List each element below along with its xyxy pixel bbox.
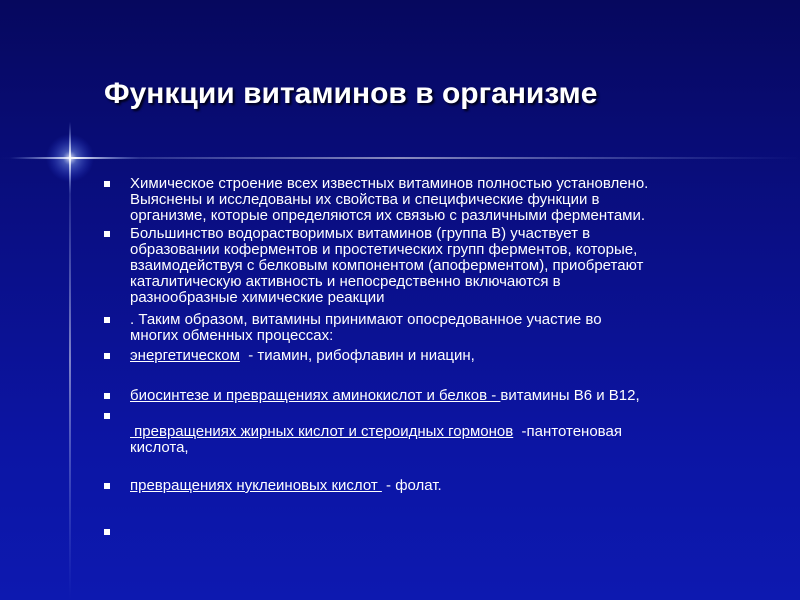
list-item — [104, 312, 754, 344]
list-item — [104, 176, 754, 224]
item-line — [130, 408, 754, 424]
list-item — [104, 226, 754, 306]
item-line: Химическое строение всех известных витаминов полностью установлено. — [130, 175, 649, 192]
sparkle-horizontal-ray — [0, 157, 800, 159]
item-text: - тиамин, рибофлавин и ниацин, — [239, 347, 475, 364]
list-item — [104, 388, 754, 404]
item-line — [130, 348, 754, 364]
item-line: кислота, — [130, 439, 189, 456]
bullet-icon — [104, 181, 110, 187]
item-text: -пантотеновая — [513, 423, 622, 440]
item-line — [130, 424, 754, 440]
bullet-list — [104, 176, 754, 540]
item-line: Большинство водорастворимых витаминов (группа В) участвует в — [130, 225, 591, 242]
bullet-icon — [104, 353, 110, 359]
slide-title: Функции витаминов в организме — [104, 77, 598, 110]
list-item — [104, 348, 754, 364]
sparkle-vertical-ray — [69, 120, 71, 600]
item-line: организме, которые определяются их связью с различными ферментами. — [130, 207, 646, 224]
list-item — [104, 478, 754, 494]
nucleic-acids-link[interactable]: превращениях нуклеиновых кислот — [130, 477, 382, 494]
bullet-icon — [104, 317, 110, 323]
bullet-icon — [104, 393, 110, 399]
sparkle-glow — [46, 134, 94, 182]
item-line: образовании коферментов и простетических групп ферментов, которые, — [130, 241, 638, 258]
energy-link[interactable]: энергетическом — [130, 347, 240, 364]
list-item — [104, 408, 754, 456]
bullet-icon — [104, 529, 110, 535]
item-line — [130, 388, 754, 404]
item-line: Выяснены и исследованы их свойства и специфические функции в — [130, 191, 600, 208]
item-line: взаимодействуя с белковым компонентом (апоферментом), приобретают — [130, 257, 644, 274]
item-text: витамины В6 и В12, — [500, 387, 640, 404]
bullet-icon — [104, 413, 110, 419]
amino-acids-link[interactable]: биосинтезе и превращениях аминокислот и белков - — [130, 387, 501, 404]
item-line: разнообразные химические реакции — [130, 289, 385, 306]
fatty-acids-link[interactable]: превращениях жирных кислот и стероидных гормонов — [130, 423, 514, 440]
item-line: . Таким образом, витамины принимают опосредованное участие во — [130, 311, 602, 328]
item-line — [130, 524, 754, 540]
bullet-icon — [104, 483, 110, 489]
sparkle-horizontal-core — [10, 157, 140, 159]
bullet-icon — [104, 231, 110, 237]
list-item — [104, 524, 754, 540]
item-text: - фолат. — [381, 477, 442, 494]
item-line — [130, 478, 754, 494]
sparkle-vertical-core — [69, 122, 71, 194]
item-line: многих обменных процессах: — [130, 327, 334, 344]
item-line: каталитическую активность и непосредственно включаются в — [130, 273, 561, 290]
